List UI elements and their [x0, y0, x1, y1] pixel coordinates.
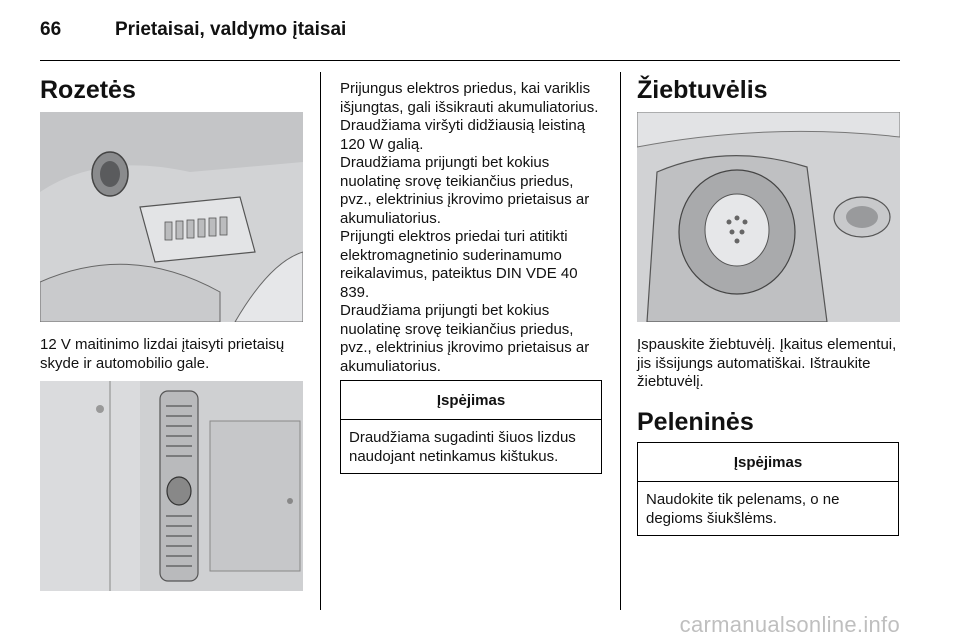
warning-title: Įspėjimas: [341, 381, 601, 420]
section-heading-sockets: Rozetės: [40, 76, 136, 104]
header-rule: [40, 60, 900, 61]
paragraph-3: Prijungti elektros priedai turi atitikti elektromagnetinio suderinamumo reikalavimus, pateiktus DIN VDE 40 839.: [340, 228, 578, 301]
watermark-text: carmanualsonline.info: [679, 612, 900, 637]
section-heading-ashtrays: Peleninės: [637, 408, 754, 436]
paragraph-4: Draudžiama prijungti bet kokius nuolatinę srovę teikiančius priedus, pvz., elektrinius įkrovimo prietaisus ar akumuliatorius.: [340, 302, 590, 375]
warning-box-ashtrays: [637, 442, 899, 536]
lighter-caption: Įspauskite žiebtuvėlį. Įkaitus elementui, jis išsijungs automatiškai. Ištraukite žiebtuvėlį.: [637, 336, 897, 390]
page-header-title: Prietaisai, valdymo įtaisai: [115, 19, 347, 40]
section-heading-lighter: Žiebtuvėlis: [637, 76, 768, 104]
socket-dashboard-illustration: [40, 112, 303, 322]
socket-rear-illustration: [40, 381, 303, 591]
lighter-illustration: [637, 112, 900, 322]
warning-box-sockets: [340, 380, 602, 474]
column-divider-2: [620, 72, 621, 610]
column-divider-1: [320, 72, 321, 610]
paragraph-2: Draudžiama prijungti bet kokius nuolatinę srovę teikiančius priedus, pvz., elektrinius įkrovimo prietaisus ar akumuliatorius.: [340, 154, 590, 227]
warning-text: Draudžiama sugadinti šiuos lizdus naudojant netinkamus kištukus.: [349, 429, 576, 465]
warning-text-ashtrays: Naudokite tik pelenams, o ne degioms šiukšlėms.: [646, 491, 840, 527]
paragraph-1: Prijungus elektros priedus, kai variklis išjungtas, gali išsikrauti akumuliatorius. Draudžiama viršyti didžiausią leistiną 120 W galią.: [340, 80, 599, 153]
warning-title-ashtrays: Įspėjimas: [638, 443, 898, 482]
sockets-caption: 12 V maitinimo lizdai įtaisyti prietaisų skyde ir automobilio gale.: [40, 336, 285, 372]
page-number: 66: [40, 19, 62, 40]
